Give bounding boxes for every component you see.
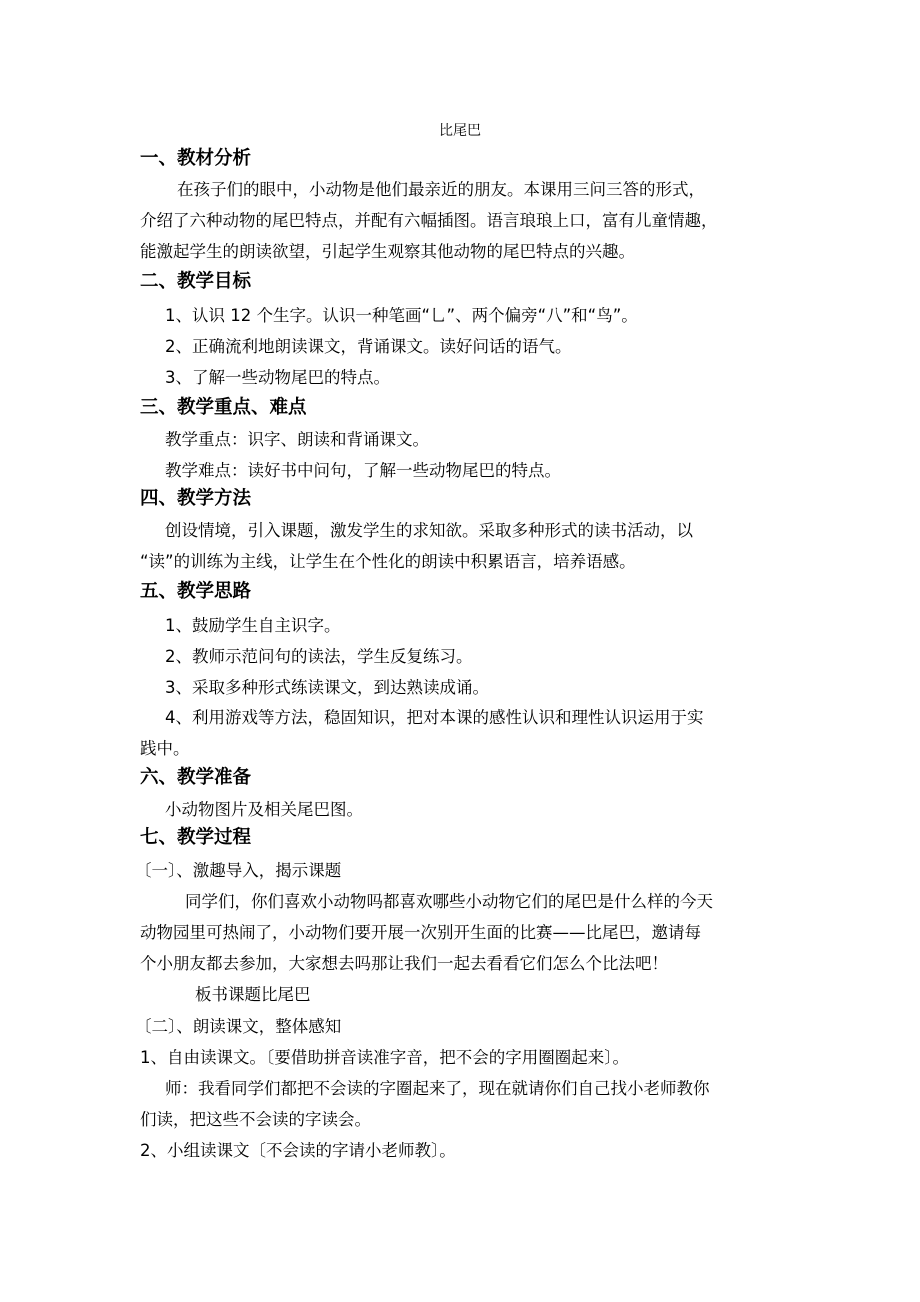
heading-teaching-preparation: 六、教学准备 — [140, 767, 252, 788]
paragraph-line: 们读，把这些不会读的字读会。 — [140, 1110, 371, 1129]
heading-teaching-goals: 二、教学目标 — [140, 271, 252, 292]
heading-teaching-approach: 五、教学思路 — [140, 581, 252, 602]
paragraph-line: 在孩子们的眼中，小动物是他们最亲近的朋友。本课用三问三答的形式， — [177, 180, 705, 199]
list-item: 1、自由读课文。〔要借助拼音读准字音，把不会的字用圈圈起来〕。 — [140, 1048, 629, 1067]
list-item: 践中。 — [140, 739, 190, 758]
paragraph-line: 动物园里可热闹了，小动物们要开展一次别开生面的比赛——比尾巴，邀请每 — [140, 923, 701, 942]
paragraph-line: 同学们，你们喜欢小动物吗都喜欢哪些小动物它们的尾巴是什么样的今天 — [185, 892, 713, 911]
paragraph-line: 创设情境，引入课题，激发学生的求知欲。采取多种形式的读书活动，以 — [165, 521, 693, 540]
list-item: 2、教师示范问句的读法，学生反复练习。 — [165, 647, 473, 666]
list-item: 4、利用游戏等方法，稳固知识，把对本课的感性认识和理性认识运用于实 — [165, 708, 704, 727]
paragraph-line: 能激起学生的朗读欲望，引起学生观察其他动物的尾巴特点的兴趣。 — [140, 242, 635, 261]
paragraph-line: “读”的训练为主线，让学生在个性化的朗读中积累语言，培养语感。 — [140, 552, 636, 571]
list-item: 教学难点：读好书中问句，了解一些动物尾巴的特点。 — [165, 461, 561, 480]
list-item: 3、了解一些动物尾巴的特点。 — [165, 368, 390, 387]
heading-textbook-analysis: 一、教材分析 — [140, 148, 252, 169]
paragraph-line: 介绍了六种动物的尾巴特点，并配有六幅插图。语言琅琅上口，富有儿童情趣， — [140, 211, 718, 230]
heading-teaching-process: 七、教学过程 — [140, 827, 252, 848]
subheading: 〔二〕、朗读课文，整体感知 — [135, 1017, 342, 1036]
paragraph-line: 个小朋友都去参加，大家想去吗那让我们一起去看看它们怎么个比法吧！ — [140, 954, 668, 973]
list-item: 1、鼓励学生自主识字。 — [165, 616, 341, 635]
heading-teaching-methods: 四、教学方法 — [140, 488, 252, 509]
subheading: 〔一〕、激趣导入，揭示课题 — [135, 861, 342, 880]
list-item: 2、正确流利地朗读课文，背诵课文。读好问话的语气。 — [165, 337, 572, 356]
list-item: 小动物图片及相关尾巴图。 — [165, 800, 363, 819]
document-title: 比尾巴 — [439, 123, 481, 139]
list-item: 1、认识 12 个生字。认识一种笔画“乚”、两个偏旁“八”和“鸟”。 — [165, 306, 638, 325]
list-item: 教学重点：识字、朗读和背诵课文。 — [165, 430, 429, 449]
board-note: 板书课题比尾巴 — [195, 985, 311, 1004]
heading-key-points: 三、教学重点、难点 — [140, 397, 307, 418]
paragraph-line: 师：我看同学们都把不会读的字圈起来了，现在就请你们自己找小老师教你 — [165, 1079, 710, 1098]
list-item: 2、小组读课文〔不会读的字请小老师教〕。 — [140, 1141, 456, 1160]
list-item: 3、采取多种形式练读课文，到达熟读成诵。 — [165, 678, 489, 697]
